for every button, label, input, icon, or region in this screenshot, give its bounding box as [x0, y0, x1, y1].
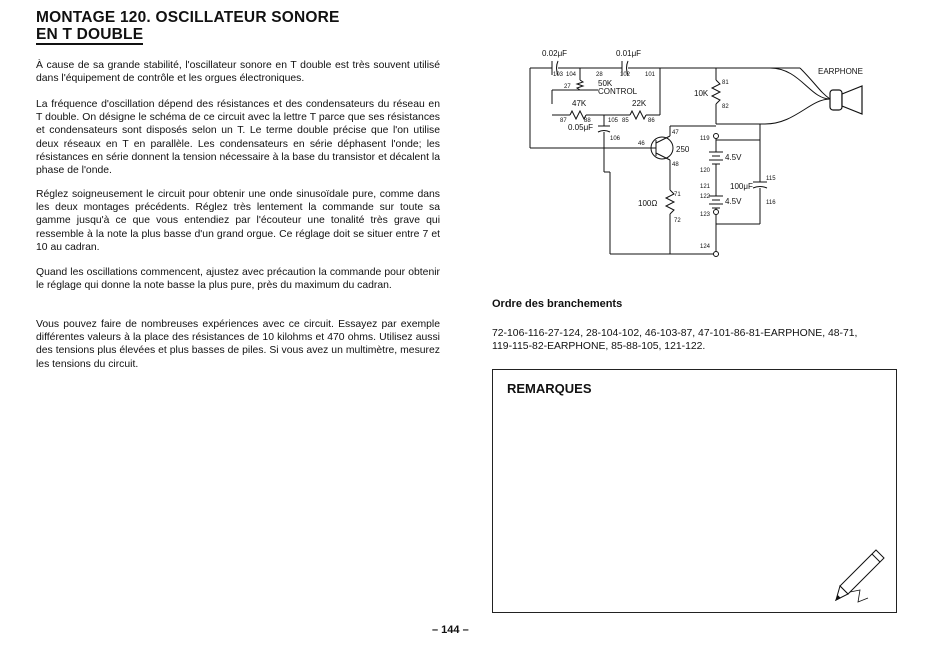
cap-label-100: 100μF: [730, 182, 753, 191]
pot-label: 50K: [598, 79, 613, 88]
title-line-1: MONTAGE 120. OSCILLATEUR SONORE: [36, 9, 340, 26]
resistor-label-100: 100Ω: [638, 199, 658, 208]
connection-order-line-2: 119-115-82-EARPHONE, 85-88-105, 121-122.: [492, 341, 706, 353]
page-number: – 144 –: [432, 624, 469, 636]
resistor-label-10k: 10K: [694, 89, 709, 98]
transistor-label: 250: [676, 145, 690, 154]
paragraph-experiments: Vous pouvez faire de nombreuses expériences avec ce circuit. Essayez par exemple différentes valeurs à la place des résistances de 10 kilohms et 470 ohms. Utilisez aussi des tensions plus élevées et plus basses de piles. Si vous avez un multimètre, mesurez les tensions du circuit.: [36, 319, 440, 370]
node-46: 46: [638, 141, 645, 147]
node-105: 105: [608, 118, 619, 124]
node-88: 88: [584, 118, 591, 124]
node-121: 121: [700, 184, 711, 190]
node-102: 102: [620, 72, 631, 78]
resistor-label-47k: 47K: [572, 99, 587, 108]
node-71: 71: [674, 192, 681, 198]
node-27: 27: [564, 84, 571, 90]
node-103: 103: [553, 72, 564, 78]
node-81: 81: [722, 80, 729, 86]
node-86: 86: [648, 118, 655, 124]
node-115: 115: [766, 176, 776, 182]
node-106: 106: [610, 136, 621, 142]
remarks-title: REMARQUES: [507, 381, 592, 396]
cap-label-002: 0.02μF: [542, 49, 568, 58]
cap-label-005: 0.05μF: [568, 123, 594, 132]
page-title: [36, 9, 340, 45]
pot-control-label: CONTROL: [598, 87, 638, 96]
node-72: 72: [674, 218, 681, 224]
node-119: 119: [700, 136, 710, 142]
paragraph-oscillation: Quand les oscillations commencent, ajustez avec précaution la commande pour obtenir le réglage qui donne la note basse la plus pure, près du maximum du cadran.: [36, 267, 440, 292]
battery-label-1: 4.5V: [725, 153, 742, 162]
battery-label-2: 4.5V: [725, 197, 742, 206]
node-82: 82: [722, 104, 729, 110]
connection-order-title: Ordre des branchements: [492, 298, 623, 310]
node-101: 101: [645, 72, 656, 78]
node-28: 28: [596, 72, 603, 78]
pencil-icon: [830, 546, 888, 606]
node-48: 48: [672, 162, 679, 168]
title-line-2: EN T DOUBLE: [36, 26, 144, 43]
node-116: 116: [766, 200, 776, 206]
node-104: 104: [566, 72, 577, 78]
node-87: 87: [560, 118, 567, 124]
node-122: 122: [700, 194, 711, 200]
earphone-label: EARPHONE: [818, 67, 863, 76]
connection-order-text: [492, 327, 912, 353]
paragraph-frequency: La fréquence d'oscillation dépend des résistances et des condensateurs du réseau en T double. On désigne le schéma de ce circuit avec la lettre T parce que ses résistances et condensateurs sont disposés selon un T. Le terme double précise que l'on utilise deux réseaux en T en parallèle. Les condensateurs en série déphasent l'onde; les résistances en série donnent la tension nécessaire à la base du transistor et décalent la phase de l'onde.: [36, 99, 440, 177]
paragraph-adjust: Réglez soigneusement le circuit pour obtenir une onde sinusoïdale pure, comme dans les deux montages précédents. Réglez très lentement la commande sur toute sa gamme jusqu'à ce que vous entendiez par l'écouteur une tonalité très grave qui ressemble à la note la plus basse d'un grand orgue. Ce réglage doit se situer entre 7 et 10 au cadran.: [36, 189, 440, 253]
connection-order-line-1: 72-106-116-27-124, 28-104-102, 46-103-87, 47-101-86-81-EARPHONE, 48-71,: [492, 328, 858, 339]
paragraph-intro: À cause de sa grande stabilité, l'oscillateur sonore en T double est très souvent utilisé dans l'équipement de contrôle et les orgues électroniques.: [36, 60, 440, 85]
circuit-diagram: [520, 44, 900, 260]
node-123: 123: [700, 212, 711, 218]
node-85: 85: [622, 118, 629, 124]
remarks-box: [492, 369, 897, 613]
node-124: 124: [700, 244, 711, 250]
cap-label-001: 0.01μF: [616, 49, 642, 58]
node-47: 47: [672, 130, 679, 136]
node-120: 120: [700, 168, 711, 174]
resistor-label-22k: 22K: [632, 99, 647, 108]
